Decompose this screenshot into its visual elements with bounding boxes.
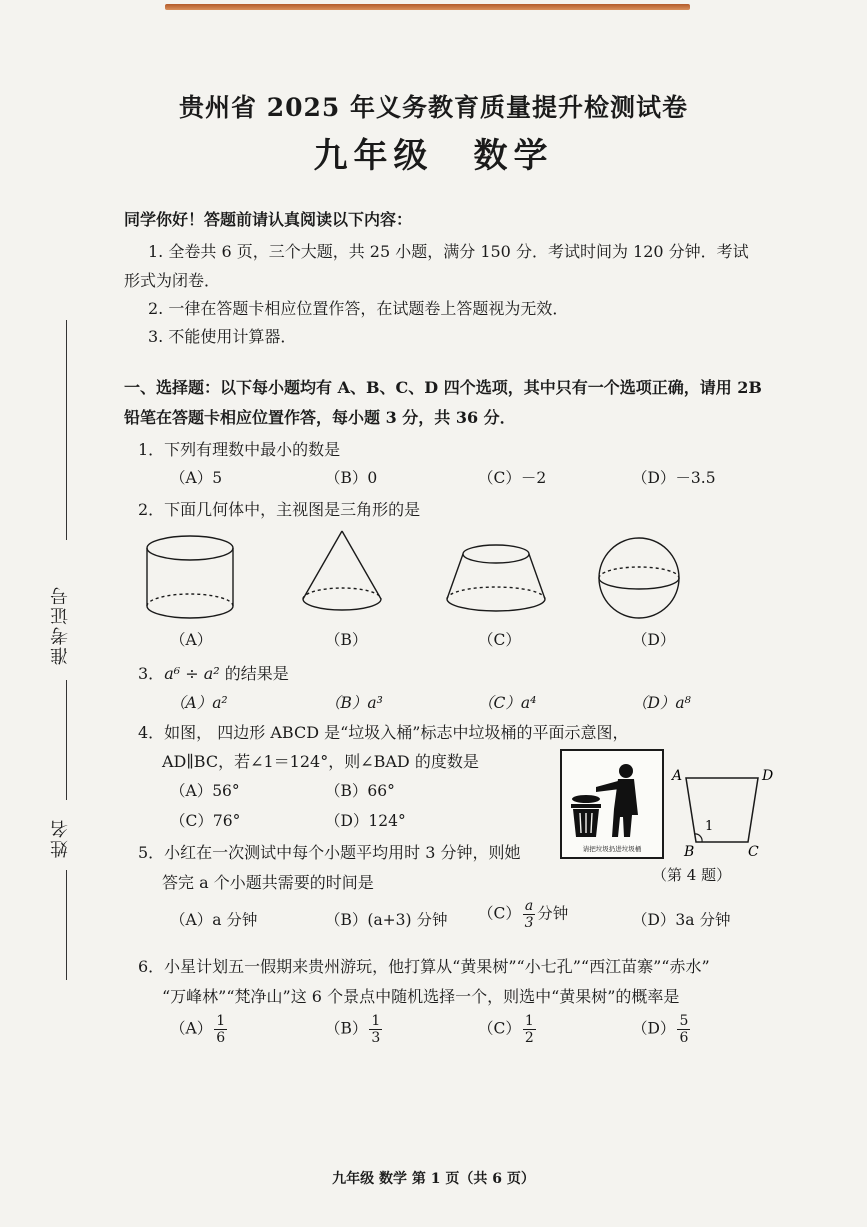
q5-stem-cont: 答完 a 个小题共需要的时间是 (162, 873, 374, 892)
point-b-label: B (684, 844, 695, 860)
q2-option-d: （D） (632, 631, 676, 649)
exam-title: 贵州省 2025 年义务教育质量提升检测试卷 (179, 93, 688, 122)
q4-stem-cont: AD∥BC，若∠1＝124°，则∠BAD 的度数是 (162, 752, 479, 771)
q1-option-a: （A）5 (170, 469, 223, 487)
q5-option-d: （D）3a 分钟 (632, 911, 731, 929)
q3-option-b: （B）a³ (325, 694, 383, 712)
q6-option-a: （A） $\frac{1}{6}$ (170, 1013, 226, 1046)
q4-figure-caption: （第 4 题） (652, 866, 732, 884)
name-label: 姓名 (50, 818, 71, 858)
point-d-label: D (762, 768, 774, 784)
q4-option-b: （B）66° (325, 782, 395, 800)
q6-option-c: （C） $\frac{1}{2}$ (478, 1013, 534, 1046)
instruction-1-cont: 形式为闭卷． (124, 271, 221, 290)
instruction-3: 3. 不能使用计算器． (148, 327, 297, 346)
q6-stem-cont: “万峰林”“梵净山”这 6 个景点中随机选择一个，则选中“黄果树”的概率是 (162, 987, 680, 1006)
q5-option-a: （A）a 分钟 (170, 911, 258, 929)
q5-option-b: （B）(a+3) 分钟 (325, 911, 448, 929)
q2-solids-figure (140, 528, 720, 628)
angle-1-label: 1 (705, 819, 714, 834)
q2-stem: 2．下面几何体中，主视图是三角形的是 (138, 500, 421, 519)
exam-subject-title: 九年级 数学 (313, 136, 554, 176)
q1-option-d: （D）－3.5 (632, 469, 716, 487)
point-a-label: A (672, 768, 683, 784)
cylinder-figure (147, 536, 233, 618)
trash-bin-sign-figure (560, 749, 664, 859)
scan-edge-bar (165, 4, 690, 10)
q3-option-d: （D）a⁸ (632, 694, 691, 712)
q3-stem: 3．a⁶ ÷ a² 的结果是 (138, 664, 289, 683)
q1-option-c: （C）－2 (478, 469, 547, 487)
q6-option-d: （D） $\frac{5}{6}$ (632, 1013, 689, 1046)
binding-line-top (66, 320, 67, 540)
q6-option-b: （B） $\frac{1}{3}$ (325, 1013, 381, 1046)
q1-stem: 1．下列有理数中最小的数是 (138, 440, 341, 459)
exam-number-label: 准考证号 (50, 585, 71, 665)
instruction-1: 1. 全卷共 6 页，三个大题，共 25 小题，满分 150 分．考试时间为 120 分钟．考试 (148, 242, 749, 261)
q4-option-c: （C）76° (170, 812, 241, 830)
quadrilateral-abcd-figure (668, 762, 782, 862)
q2-option-b: （B） (325, 631, 368, 649)
q3-option-a: （A）a² (170, 694, 228, 712)
cone-figure (303, 531, 381, 610)
binding-line-bottom (66, 870, 67, 980)
q2-option-a: （A） (170, 631, 213, 649)
frustum-figure (447, 545, 545, 611)
binding-line-mid (66, 680, 67, 800)
q3-option-c: （C）a⁴ (478, 694, 537, 712)
instructions-greeting: 同学你好！答题前请认真阅读以下内容： (124, 210, 413, 229)
section1-heading: 一、选择题：以下每小题均有 A、B、C、D 四个选项，其中只有一个选项正确，请用 2B (124, 378, 762, 397)
q6-stem: 6．小星计划五一假期来贵州游玩，他打算从“黄果树”“小七孔”“西江苗寨”“赤水” (138, 957, 710, 976)
q2-option-c: （C） (478, 631, 521, 649)
q4-option-a: （A）56° (170, 782, 240, 800)
sign-caption: 请把垃圾扔进垃圾桶 (582, 845, 642, 853)
point-c-label: C (748, 844, 759, 860)
q5-stem: 5．小红在一次测试中每个小题平均用时 3 分钟，则她 (138, 843, 521, 862)
section1-heading-cont: 铅笔在答题卡相应位置作答，每小题 3 分，共 36 分． (124, 408, 516, 427)
q4-option-d: （D）124° (325, 812, 406, 830)
instruction-2: 2. 一律在答题卡相应位置作答，在试题卷上答题视为无效． (148, 299, 569, 318)
sphere-figure (599, 538, 679, 618)
q1-option-b: （B）0 (325, 469, 378, 487)
q5-option-c: （C） $\frac{a}{3}$ 分钟 (478, 898, 569, 931)
q4-stem: 4．如图， 四边形 ABCD 是“垃圾入桶”标志中垃圾桶的平面示意图， (138, 723, 629, 742)
page-footer: 九年级 数学 第 1 页（共 6 页） (332, 1171, 535, 1187)
